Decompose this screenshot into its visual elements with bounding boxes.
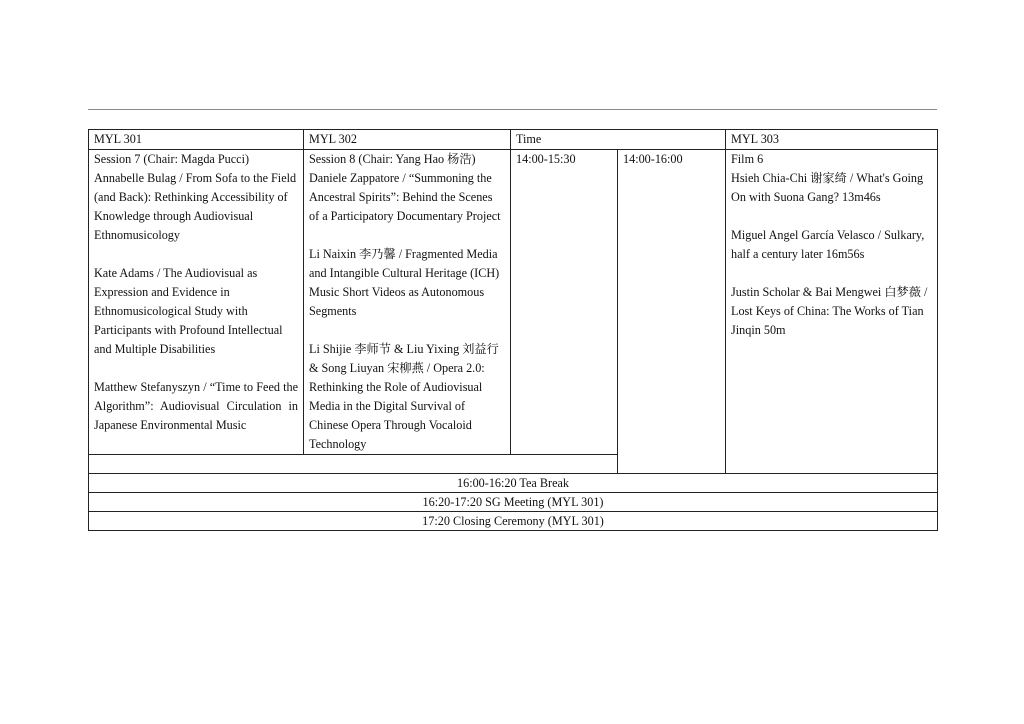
myl302-talk-2: Li Naixin 李乃馨 / Fragmented Media and Intangible Cultural Heritage (ICH) Music Short Videos as Autonomous Segments — [309, 247, 500, 318]
header-myl302: MYL 302 — [304, 130, 511, 150]
session7-title: Session 7 (Chair: Magda Pucci) — [94, 152, 250, 166]
header-time: Time — [511, 130, 726, 150]
session-row — [89, 150, 938, 455]
myl302-cell — [304, 150, 511, 455]
film6-title: Film 6 — [731, 152, 764, 166]
schedule-table — [88, 129, 938, 531]
film-1: Hsieh Chia-Chi 谢家绮 / What's Going On with Suona Gang? 13m46s — [731, 171, 924, 204]
sg-meeting-row — [89, 493, 938, 512]
header-myl301: MYL 301 — [89, 130, 304, 150]
closing-ceremony-row — [89, 512, 938, 531]
myl301-talk-1: Annabelle Bulag / From Sofa to the Field (and Back): Rethinking Accessibility of Knowledge through Audiovisual Ethnomusicology — [94, 171, 297, 242]
film-3: Justin Scholar & Bai Mengwei 白梦薇 / Lost Keys of China: The Works of Tian Jinqin 50m — [731, 285, 928, 337]
myl302-talk-3: Li Shijie 李师节 & Liu Yixing 刘益行 & Song Liuyan 宋柳燕 / Opera 2.0: Rethinking the Role of Audiovisual Media in the Digital Survival of Chinese Opera Through Vocaloid Technology — [309, 342, 499, 451]
myl301-talk-2: Kate Adams / The Audiovisual as Expression and Evidence in Ethnomusicological Study with Participants with Profound Intellectual and Multiple Disabilities — [94, 266, 283, 356]
session8-title: Session 8 (Chair: Yang Hao 杨浩) — [309, 152, 476, 166]
header-row — [89, 130, 938, 150]
header-myl303: MYL 303 — [726, 130, 938, 150]
myl303-cell — [726, 150, 938, 474]
myl302-talk-1: Daniele Zappatore / “Summoning the Ancestral Spirits”: Behind the Scenes of a Participatory Documentary Project — [309, 171, 501, 223]
header-rule — [88, 109, 937, 110]
myl301-cell — [89, 150, 304, 455]
time-cell-2: 14:00-16:00 — [618, 150, 726, 474]
closing-ceremony: 17:20 Closing Ceremony (MYL 301) — [89, 512, 938, 531]
sg-meeting: 16:20-17:20 SG Meeting (MYL 301) — [89, 493, 938, 512]
myl301-talk-3: Matthew Stefanyszyn / “Time to Feed the Algorithm”: Audiovisual Circulation in Japanese Environmental Music — [94, 380, 298, 432]
blank-cell — [89, 455, 618, 474]
tea-break-row — [89, 474, 938, 493]
film-2: Miguel Angel García Velasco / Sulkary, half a century later 16m56s — [731, 228, 925, 261]
time-cell-1: 14:00-15:30 — [511, 150, 618, 455]
tea-break: 16:00-16:20 Tea Break — [89, 474, 938, 493]
